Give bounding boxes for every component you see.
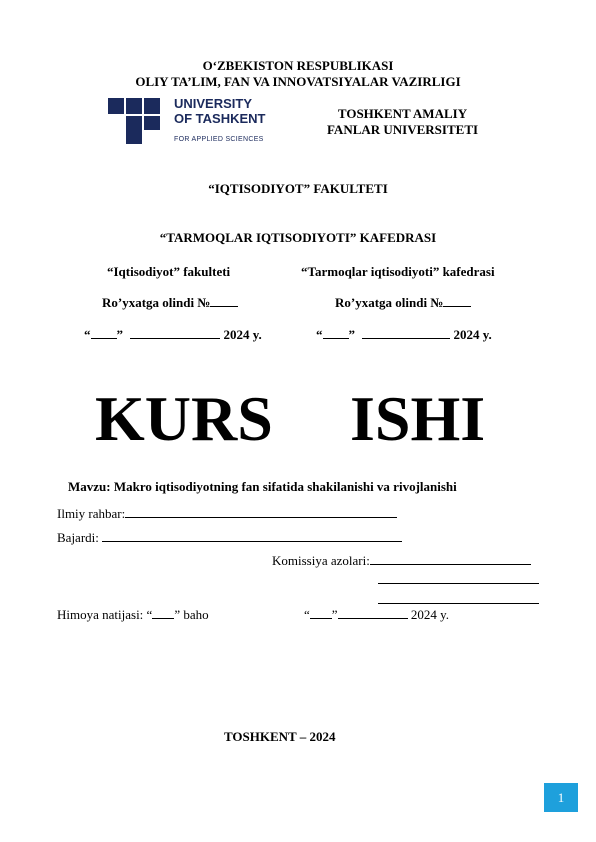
- defense-date: [304, 607, 449, 623]
- author-line: [102, 541, 402, 542]
- university-name-line1: TOSHKENT AMALIY: [337, 106, 468, 121]
- supervisor-line: [125, 517, 397, 518]
- ministry-header-line2: OLIY TA’LIM, FAN VA INNOVATSIYALAR VAZIRLIGI: [135, 74, 461, 89]
- left-date: [84, 327, 262, 343]
- ministry-header-line1: O‘ZBEKISTON RESPUBLIKASI: [202, 58, 394, 73]
- right-unit-label: “Tarmoqlar iqtisodiyoti” kafedrasi: [301, 264, 495, 279]
- right-reg-number-line: [443, 306, 471, 307]
- right-date: [316, 327, 492, 343]
- defense-date-close-quote: ”: [331, 607, 338, 622]
- defense-grade-suffix: ” baho: [174, 607, 209, 622]
- commission-line-3: [378, 603, 539, 604]
- defense-label: Himoya natijasi: “: [57, 607, 153, 622]
- right-date-year: 2024 y.: [453, 327, 492, 342]
- left-date-month-line: [130, 338, 220, 339]
- title-word-ishi: ISHI: [350, 383, 486, 454]
- left-date-day-line: [91, 338, 117, 339]
- university-logo: [106, 96, 266, 146]
- left-reg-number-line: [210, 306, 238, 307]
- left-registration: [102, 295, 238, 311]
- logo-text-line2: OF TASHKENT: [174, 111, 266, 126]
- page-number: 1: [544, 783, 578, 812]
- commission-field: [272, 553, 531, 569]
- defense-date-month-line: [338, 618, 408, 619]
- right-date-day-line: [323, 338, 349, 339]
- right-date-close-quote: ”: [348, 327, 355, 342]
- commission-label: Komissiya azolari:: [272, 553, 370, 568]
- university-name-line2: FANLAR UNIVERSITETI: [326, 122, 479, 137]
- supervisor-field: [57, 506, 397, 522]
- right-registration: [335, 295, 471, 311]
- defense-result: [57, 607, 209, 623]
- left-date-year: 2024 y.: [223, 327, 262, 342]
- commission-line-2: [378, 583, 539, 584]
- left-date-open-quote: “: [84, 327, 91, 342]
- left-date-close-quote: ”: [116, 327, 123, 342]
- left-unit-label: “Iqtisodiyot” fakulteti: [107, 264, 231, 279]
- logo-text-line3: FOR APPLIED SCIENCES: [174, 136, 264, 143]
- defense-date-year: 2024 y.: [410, 607, 449, 622]
- department-title: “TARMOQLAR IQTISODIYOTI” KAFEDRASI: [159, 230, 437, 245]
- faculty-title: “IQTISODIYOT” FAKULTETI: [208, 181, 388, 196]
- logo-text-line1: UNIVERSITY: [174, 96, 253, 111]
- author-label: Bajardi:: [57, 530, 99, 545]
- commission-line-1: [370, 564, 531, 565]
- author-field: [57, 530, 402, 546]
- defense-date-open-quote: “: [304, 607, 310, 622]
- right-date-open-quote: “: [316, 327, 323, 342]
- supervisor-label: Ilmiy rahbar:: [57, 506, 126, 521]
- left-reg-label: Ro’yxatga olindi №: [102, 295, 211, 310]
- city-year: TOSHKENT – 2024: [224, 729, 336, 744]
- right-reg-label: Ro’yxatga olindi №: [335, 295, 444, 310]
- right-date-month-line: [362, 338, 450, 339]
- defense-date-day-line: [310, 618, 332, 619]
- university-logo-icon: [106, 96, 162, 146]
- title-word-kurs: KURS: [95, 383, 273, 454]
- topic: Mavzu: Makro iqtisodiyotning fan sifatida shakilanishi va rivojlanishi: [68, 479, 457, 494]
- defense-grade-line: [152, 618, 174, 619]
